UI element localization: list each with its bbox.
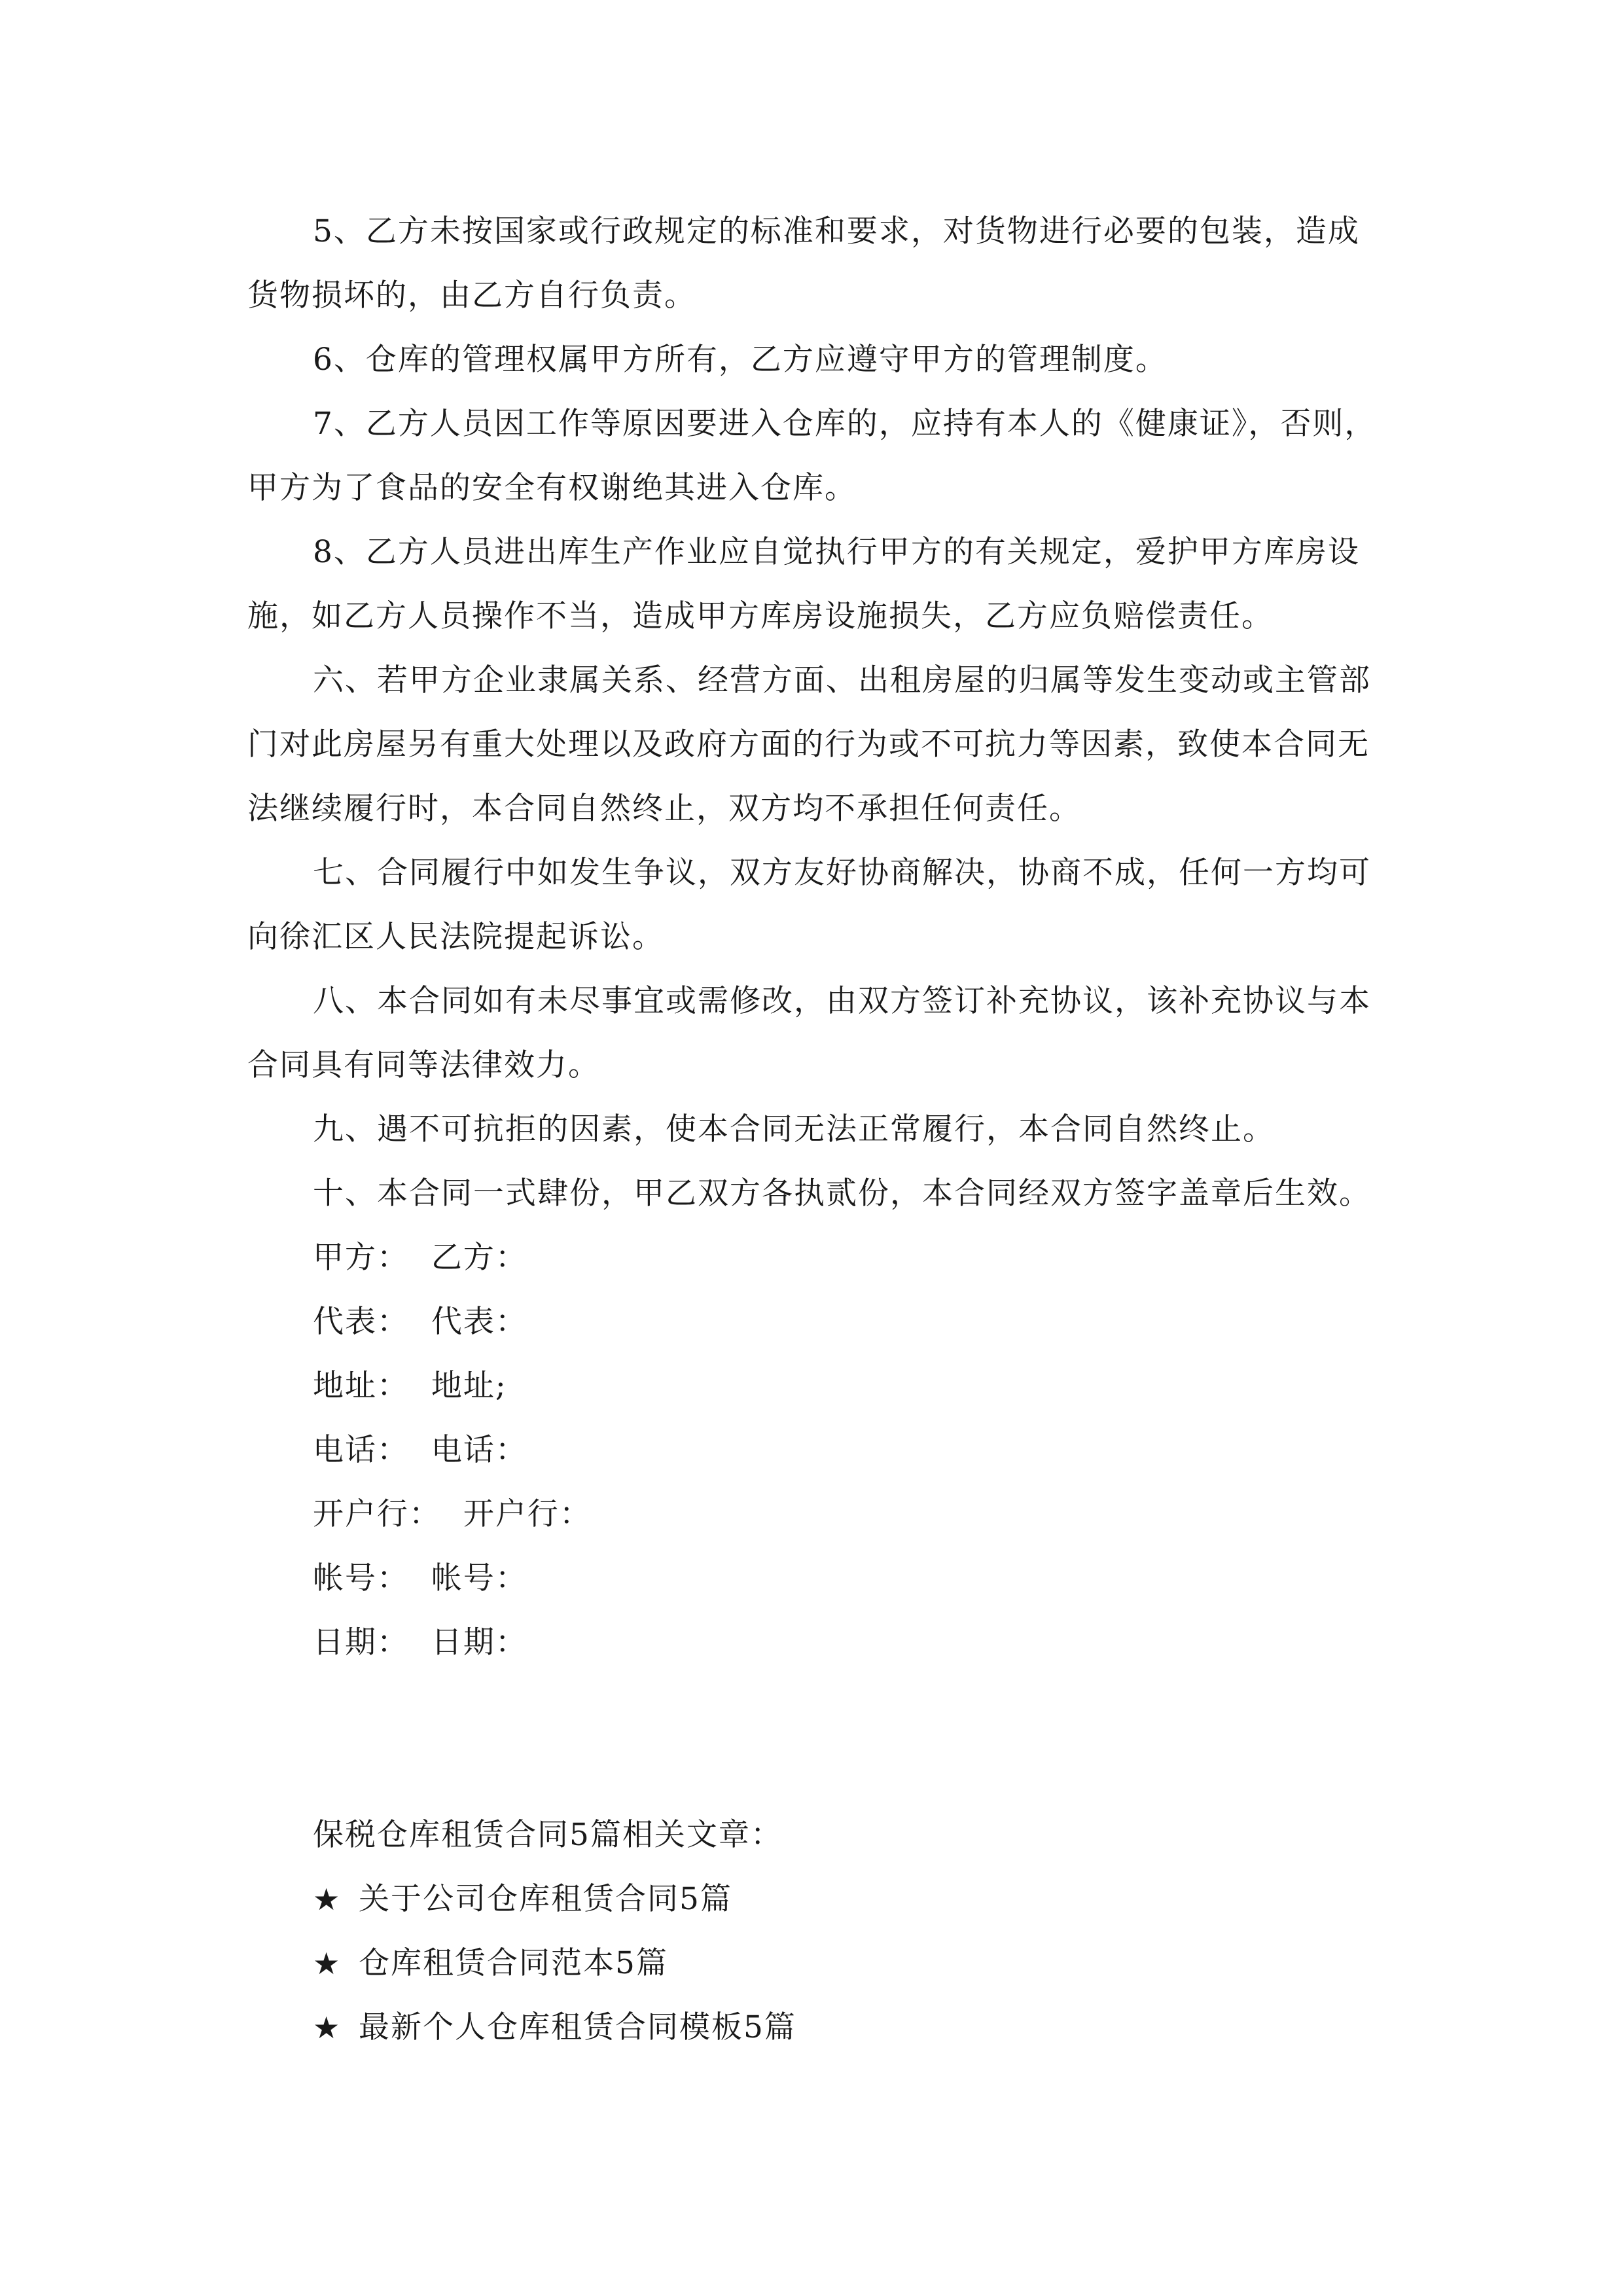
document-body xyxy=(247,200,1386,2060)
signature-address-line: 地址： 地址; xyxy=(313,1368,507,1404)
clause-6: 6、仓库的管理权属甲方所有，乙方应遵守甲方的管理制度。 xyxy=(313,342,1168,378)
related-article-link[interactable] xyxy=(247,1867,1386,1931)
signature-party-line: 甲方： 乙方： xyxy=(313,1240,527,1276)
star-icon: ★ xyxy=(313,1946,342,1981)
clause-5: 5、乙方未按国家或行政规定的标准和要求，对货物进行必要的包装，造成货物损坏的，由乙方自行负责。 xyxy=(247,213,1360,314)
related-articles-title: 保税仓库租赁合同5篇相关文章： xyxy=(313,1817,783,1853)
article-8: 八、本合同如有未尽事宜或需修改，由双方签订补充协议，该补充协议与本合同具有同等法律效力。 xyxy=(247,983,1371,1083)
article-6: 六、若甲方企业隶属关系、经营方面、出租房屋的归属等发生变动或主管部门对此房屋另有重大处理以及政府方面的行为或不可抗力等因素，致使本合同无法继续履行时，本合同自然终止，双方均不承担任何责任。 xyxy=(247,662,1371,827)
signature-representative-line: 代表： 代表： xyxy=(313,1304,527,1340)
signature-bank-line: 开户行： 开户行： xyxy=(313,1496,592,1532)
related-article-link[interactable] xyxy=(247,1931,1386,1996)
related-articles xyxy=(247,1803,1386,2060)
related-article-label[interactable]: 关于公司仓库租赁合同5篇 xyxy=(359,1881,732,1917)
section-spacer xyxy=(247,1675,1386,1803)
signature-phone-line: 电话： 电话： xyxy=(313,1432,527,1468)
related-article-label[interactable]: 最新个人仓库租赁合同模板5篇 xyxy=(359,2009,796,2045)
signature-date-line: 日期： 日期： xyxy=(313,1624,527,1660)
article-9: 九、遇不可抗拒的因素，使本合同无法正常履行，本合同自然终止。 xyxy=(313,1111,1275,1147)
signature-account-line: 帐号： 帐号： xyxy=(313,1560,527,1596)
related-article-link[interactable] xyxy=(247,1996,1386,2060)
article-10: 十、本合同一式肆份，甲乙双方各执贰份，本合同经双方签字盖章后生效。 xyxy=(313,1175,1371,1211)
signature-block xyxy=(247,1226,1386,1675)
related-article-label[interactable]: 仓库租赁合同范本5篇 xyxy=(359,1945,668,1981)
star-icon: ★ xyxy=(313,2010,342,2045)
star-icon: ★ xyxy=(313,1882,342,1917)
clause-8: 8、乙方人员进出库生产作业应自觉执行甲方的有关规定，爱护甲方库房设施，如乙方人员操作不当，造成甲方库房设施损失，乙方应负赔偿责任。 xyxy=(247,534,1360,634)
article-7: 七、合同履行中如发生争议，双方友好协商解决，协商不成，任何一方均可向徐汇区人民法院提起诉讼。 xyxy=(247,855,1371,955)
clause-7: 7、乙方人员因工作等原因要进入仓库的，应持有本人的《健康证》，否则，甲方为了食品的安全有权谢绝其进入仓库。 xyxy=(247,406,1377,506)
